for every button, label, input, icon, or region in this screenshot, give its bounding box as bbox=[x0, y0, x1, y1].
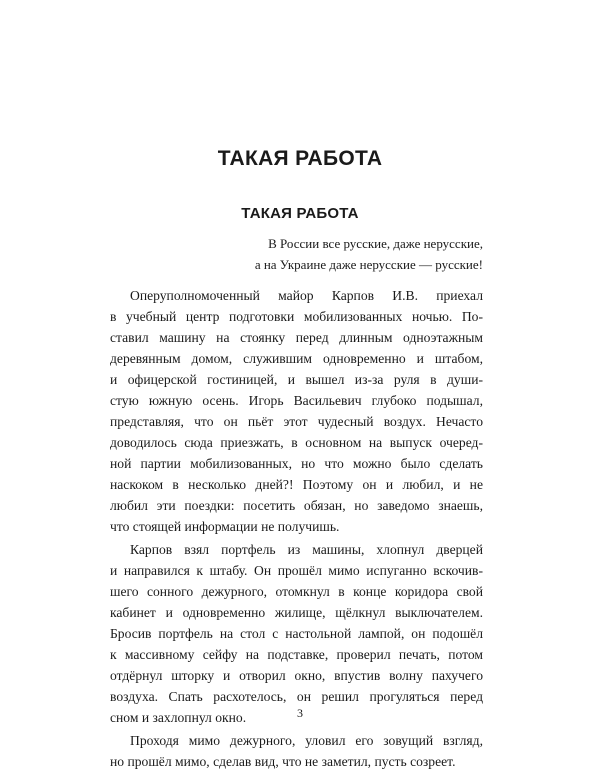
text-line: наскоком в несколько дней?! Поэтому он и любил, и не bbox=[110, 477, 483, 492]
text-line: Карпов взял портфель из машины, хлопнул дверцей bbox=[130, 542, 483, 557]
paragraph bbox=[110, 285, 483, 537]
text-line: шего сонного дежурного, отомкнул в конце коридора свой bbox=[110, 584, 483, 599]
text-line: сном и захлопнул окно. bbox=[110, 710, 247, 725]
text-line: кабинет и одновременно жилище, щёлкнул выключателем. bbox=[110, 605, 483, 620]
text-line: любил эти поездки: посетить обязан, но заведомо знаешь, bbox=[110, 498, 483, 513]
text-line: ной партии мобилизованных, но что можно было сделать bbox=[110, 456, 483, 471]
text-line: представляя, что он пьёт этот чудесный воздух. Нечасто bbox=[110, 414, 483, 429]
paragraph bbox=[110, 730, 483, 772]
text-line: деревянным домом, служившим одновременно и штабом, bbox=[110, 351, 483, 366]
text-line: в учебный центр подготовки мобилизованных ночью. По- bbox=[110, 309, 483, 324]
text-line: к массивному сейфу на подставке, проверил печать, потом bbox=[110, 647, 483, 662]
text-line: ставил машину на стоянку перед длинным одноэтажным bbox=[110, 330, 483, 345]
text-line: Бросив портфель на стол с настольной лампой, он подошёл bbox=[110, 626, 483, 641]
text-line: воздуха. Спать расхотелось, он решил прогуляться перед bbox=[110, 689, 483, 704]
text-line: отдёрнул шторку и отворил окно, впустив волну пахучего bbox=[110, 668, 483, 683]
epigraph-line: В России все русские, даже нерусские, bbox=[268, 236, 483, 251]
paragraph bbox=[110, 539, 483, 728]
epigraph-line: а на Украине даже нерусские — русские! bbox=[254, 257, 483, 272]
body-text bbox=[110, 285, 483, 772]
text-line: и направился к штабу. Он прошёл мимо испуганно вскочив- bbox=[110, 563, 483, 578]
story-title: ТАКАЯ РАБОТА bbox=[241, 205, 359, 222]
text-line: что стоящей информации не получишь. bbox=[110, 519, 340, 534]
page-number: 3 bbox=[297, 706, 303, 720]
text-line: но прошёл мимо, сделав вид, что не заметил, пусть созреет. bbox=[110, 754, 456, 769]
text-line: доводилось сюда приезжать, в основном на выпуск очеред- bbox=[110, 435, 483, 450]
text-line: стую южную осень. Игорь Васильевич глубоко подышал, bbox=[110, 393, 483, 408]
chapter-title: ТАКАЯ РАБОТА bbox=[217, 147, 383, 170]
text-line: Оперуполномоченный майор Карпов И.В. приехал bbox=[130, 288, 483, 303]
text-line: и офицерской гостиницей, и вышел из-за руля в души- bbox=[110, 372, 483, 387]
epigraph bbox=[83, 233, 483, 275]
text-line: Проходя мимо дежурного, уловил его зовущий взгляд, bbox=[130, 733, 483, 748]
